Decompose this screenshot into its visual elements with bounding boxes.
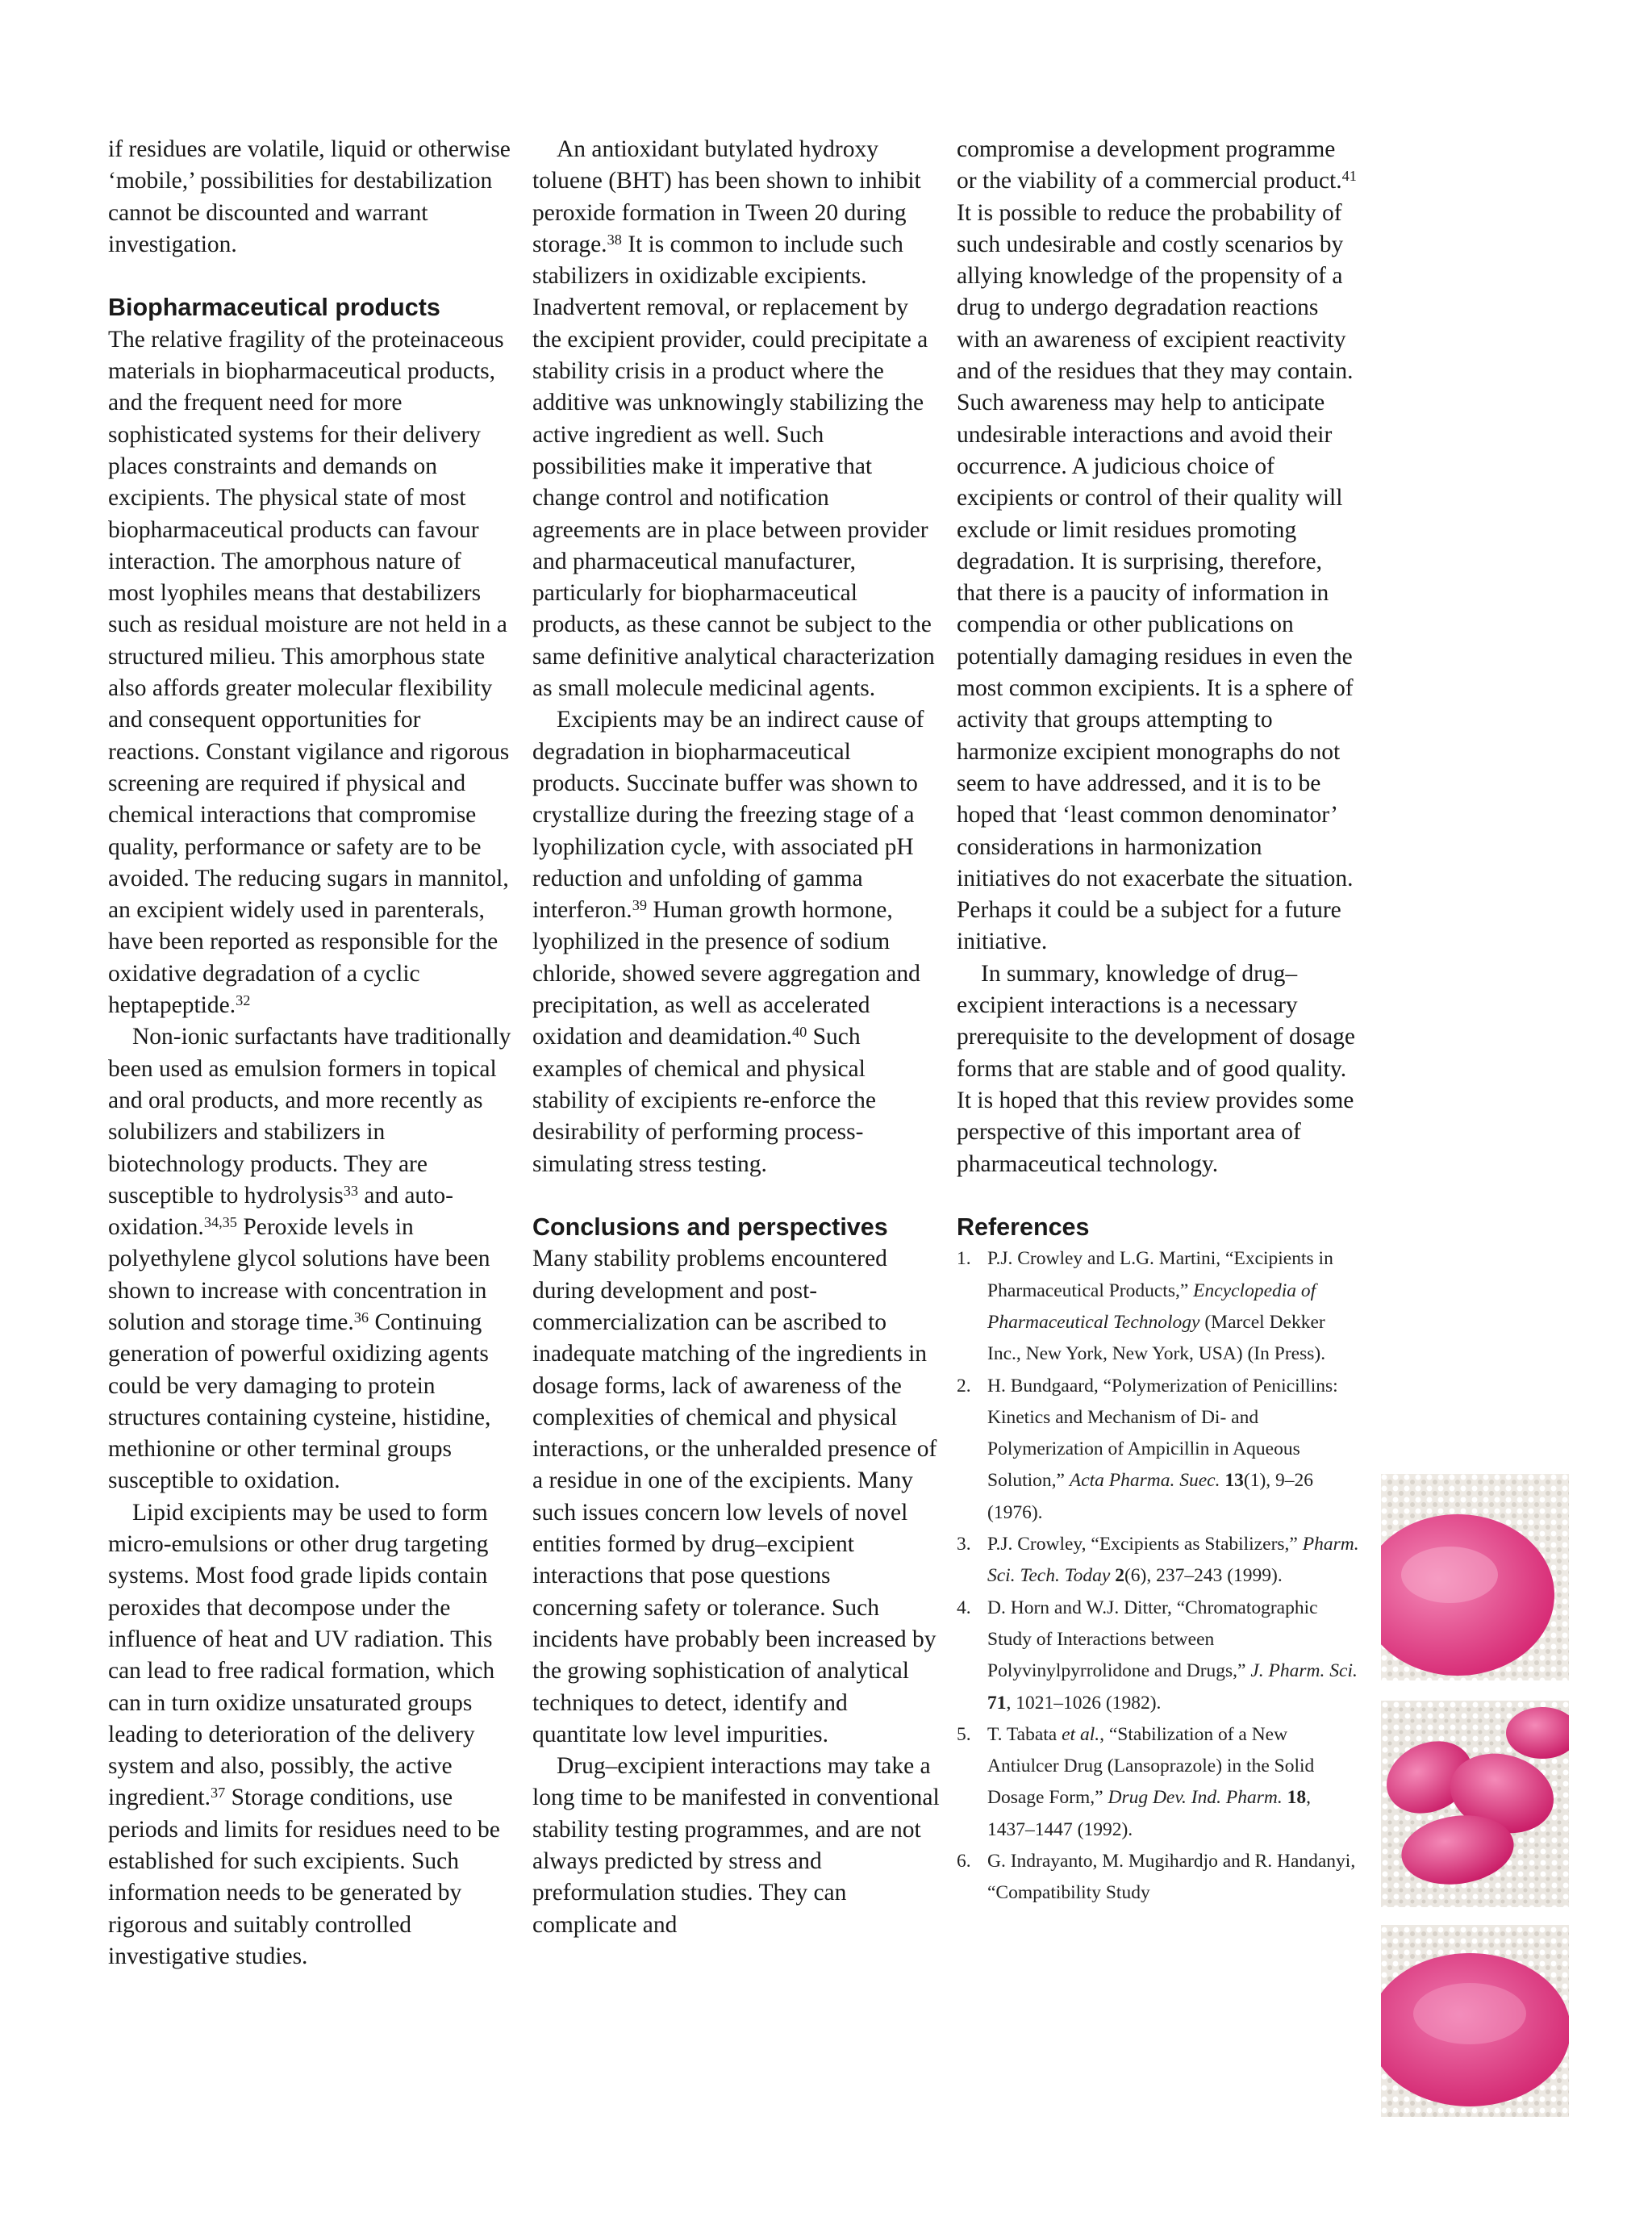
pink-tablets-photo [1381,1474,1569,1680]
paragraph: Excipients may be an indirect cause of degradation in biopharmaceutical products. Succinate buffer was shown to crystallize during the freezing stage of a lyophilization cycle, with associated pH reduction and unfolding of gamma interferon.$^{39}$ Human growth hormone, lyophilized in the presence of sodium chloride, showed severe aggregation and precipitation, as well as accelerated oxidation and deamidation.$^{40}$ Such examples of chemical and physical stability of excipients re-enforce the desirability of performing process-simulating stress testing. [532,707,924,1177]
reference-item: 5. T. Tabata et al., “Stabilization of a New Antiulcer Drug (Lansoprazole) in the Solid Dosage Form,” Drug Dev. Ind. Pharm. 18, 1437–1447 (1992). [957,1723,1315,1840]
section-heading: Biopharmaceutical products [108,294,440,322]
citation: 36 [353,1309,369,1326]
section-heading: References [957,1213,1090,1242]
paragraph: An antioxidant butylated hydroxy toluene (BHT) has been shown to inhibit peroxide formation in Tween 20 during storage.$^{38}$ It is common to include such stabilizers in oxidizable excipients. Inadvertent removal, or replacement by the excipient provider, could precipitate a stability crisis in a product where the additive was unknowingly stabilizing the active ingredient as well. Such possibilities make it imperative that change control and notification agreements are in place between provider and pharmaceutical manufacturer, particularly for biopharmaceutical products, as these cannot be subject to the same definitive analytical characterization as small molecule medicinal agents. [532,136,935,702]
reference-item: 1. P.J. Crowley and L.G. Martini, “Excipients in Pharmaceutical Products,” Encyclopedia of Pharmaceutical Technology (Marcel Dekker Inc., New York, New York, USA) (In Press). [957,1248,1333,1365]
citation: 41 [1341,168,1357,185]
paragraph: In summary, knowledge of drug–excipient interactions is a necessary prerequisite to the development of dosage forms that are stable and of good quality. It is hoped that this review provides some perspective of this important area of pharmaceutical technology. [957,960,1355,1177]
citation: 38 [607,231,622,248]
paragraph: Lipid excipients may be used to form micro-emulsions or other drug targeting systems. Most food grade lipids contain peroxides that decompose under the influence of heat and UV radiation. This can lead to free radical formation, which can in turn oxidize unsaturated groups leading to deterioration of the delivery system and also, possibly, the active ingredient.$^{37}$ Storage conditions, use periods and limits for residues need to be established for such excipients. Such information needs to be generated by rigorous and suitably controlled investigative studies. [108,1499,500,1969]
citation: 37 [210,1785,226,1801]
paragraph: Many stability problems encountered during development and post-commercialization can be ascribed to inadequate matching of the ingredients in dosage forms, lack of awareness of the complexities of chemical and physical interactions, or the unheralded presence of a residue in one of the excipients. Many such issues concern low levels of novel entities formed by drug–excipient interactions that pose questions concerning safety or tolerance. Such incidents have probably been increased by the growing sophistication of analytical techniques to detect, identify and quantitate low level impurities. [532,1246,937,1747]
paragraph: Drug–excipient interactions may take a long time to be manifested in conventional stability testing programmes, and are not always predicted by stress and preformulation studies. They can complicate and [532,1753,940,1938]
paragraph: Non-ionic surfactants have traditionally been used as emulsion formers in topical and oral products, and more recently as solubilizers and stabilizers in biotechnology products. They are susceptible to hydrolysis$^{33}$ and auto-oxidation.$^{34,35}$ Peroxide levels in polyethylene glycol solutions have been shown to increase with concentration in solution and storage time.$^{36}$ Continuing generation of powerful oxidizing agents could be very damaging to protein structures containing cysteine, histidine, methionine or other terminal groups susceptible to oxidation. [108,1024,511,1494]
reference-item: 2. H. Bundgaard, “Polymerization of Penicillins: Kinetics and Mechanism of Di- and Polymerization of Ampicillin in Aqueous Solution,” Acta Pharma. Suec. 13(1), 9–26 (1976). [957,1375,1338,1523]
reference-item: 4. D. Horn and W.J. Ditter, “Chromatographic Study of Interactions between Polyvinylpyrrolidone and Drugs,” J. Pharm. Sci. 71, 1021–1026 (1982). [957,1597,1358,1714]
citation: 33 [343,1182,358,1199]
pink-tablets-photo [1381,1925,1569,2117]
citation: 34,35 [203,1213,237,1230]
citation: 32 [236,992,251,1008]
paragraph: The relative fragility of the proteinaceous materials in biopharmaceutical products, and the frequent need for more sophisticated systems for their delivery places constraints and demands on excipients. The physical state of most biopharmaceutical products can favour interaction. The amorphous nature of most lyophiles means that destabilizers such as residual moisture are not held in a structured milieu. This amorphous state also affords greater molecular flexibility and consequent opportunities for reactions. Constant vigilance and rigorous screening are required if physical and chemical interactions that compromise quality, performance or safety are to be avoided. The reducing sugars in mannitol, an excipient widely used in parenterals, have been reported as responsible for the oxidative degradation of a cyclic heptapeptide.$^{32}$ [108,326,510,1019]
column-3 [957,134,1360,1910]
reference-item: 3. P.J. Crowley, “Excipients as Stabilizers,” Pharm. Sci. Tech. Today 2(6), 237–243 (1999). [957,1534,1359,1587]
pink-tablets-photo [1381,1701,1569,1907]
reference-list [957,1243,1360,1909]
column-1 [108,134,511,1973]
paragraph: compromise a development programme or the viability of a commercial product.$^{41}$ It is possible to reduce the probability of such undesirable and costly scenarios by allying knowledge of the propensity of a drug to undergo degradation reactions with an awareness of excipient reactivity and of the residues that they may contain. Such awareness may help to anticipate undesirable interactions and avoid their occurrence. A judicious choice of excipients or control of their quality will exclude or limit residues promoting degradation. It is surprising, therefore, that there is a paucity of information in compendia or other publications on potentially damaging residues in even the most common excipients. It is a sphere of activity that groups attempting to harmonize excipient monographs do not seem to have addressed, and it is to be hoped that ‘least common denominator’ considerations in harmonization initiatives do not exacerbate the situation. Perhaps it could be a subject for a future initiative. [957,136,1357,955]
citation: 40 [791,1024,807,1041]
paragraph: if residues are volatile, liquid or otherwise ‘mobile,’ possibilities for destabilization cannot be discounted and warrant investigation. [108,136,511,257]
section-heading: Conclusions and perspectives [532,1213,888,1242]
citation: 39 [632,896,647,913]
column-2 [532,134,940,1941]
reference-item: 6. G. Indrayanto, M. Mugihardjo and R. Handanyi, “Compatibility Study [957,1851,1356,1904]
